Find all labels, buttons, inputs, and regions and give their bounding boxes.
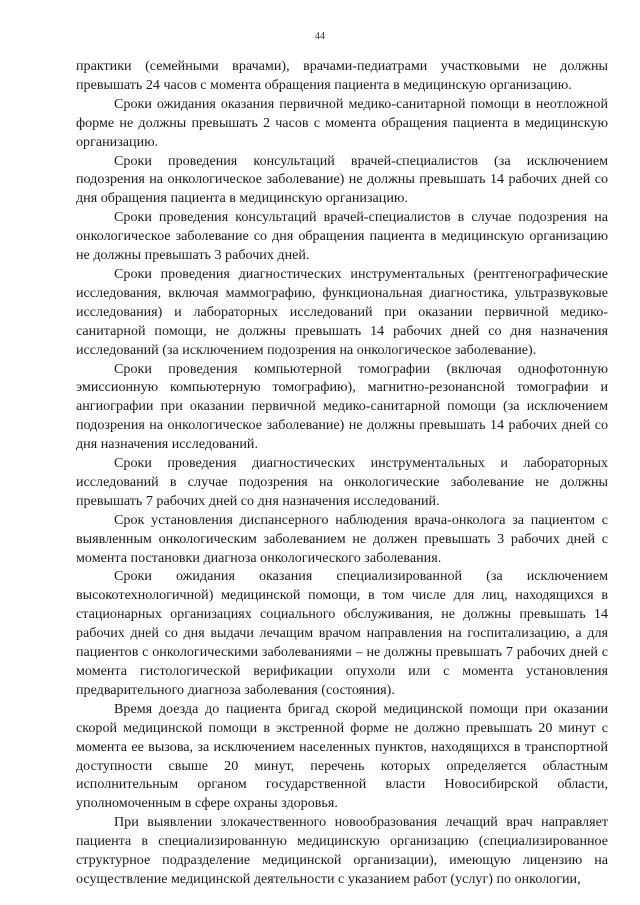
paragraph: практики (семейными врачами), врачами-педиатрами участковыми не должны превышать 24 часов с момента обращения пациента в медицинскую организацию. [76, 58, 608, 93]
paragraph: Сроки ожидания оказания первичной медико-санитарной помощи в неотложной форме не должны превышать 2 часов с момента обращения пациента в медицинскую организацию. [76, 95, 608, 150]
paragraph: Сроки проведения компьютерной томографии (включая однофотонную эмиссионную компьютерную томографию), магнитно-резонансной томографии и ангиографии при оказании первичной медико-санитарной помощи (за исключением подозрения на онкологическое заболевание) не должны превышать 14 рабочих дней со дня назначения исследований. [76, 360, 608, 453]
paragraph: При выявлении злокачественного новообразования лечащий врач направляет пациента в специализированную медицинскую организацию (специализированное структурное подразделение медицинской организации), имеющую лицензию на осуществление медицинской деятельности с указанием работ (услуг) по онкологии, [76, 814, 608, 887]
paragraph: Сроки проведения консультаций врачей-специалистов в случае подозрения на онкологическое заболевание со дня обращения пациента в медицинскую организацию не должны превышать 3 рабочих дней. [76, 209, 608, 264]
paragraph: Сроки проведения диагностических инструментальных и лабораторных исследований в случае подозрения на онкологические заболевание не должны превышать 7 рабочих дней со дня назначения исследований. [76, 455, 608, 509]
page-number: 44 [315, 31, 325, 42]
paragraph: Сроки проведения диагностических инструментальных (рентгенографические исследования, включая маммографию, функциональная диагностика, ультразвуковые исследования) и лабораторных исследований при оказании первичной медико-санитарной помощи, не должны превышать 14 рабочих дней со дня назначения исследований (за исключением подозрения на онкологическое заболевание). [76, 265, 608, 358]
paragraph: Время доезда до пациента бригад скорой медицинской помощи при оказании скорой медицинской помощи в экстренной форме не должно превышать 20 минут с момента ее вызова, за исключением населенных пунктов, находящихся в транспортной доступности свыше 20 минут, перечень которых определяется областным исполнительным органом государственной власти Новосибирской области, уполномоченным в сфере охраны здоровья. [76, 700, 608, 812]
paragraph: Сроки проведения консультаций врачей-специалистов (за исключением подозрения на онкологическое заболевание) не должны превышать 14 рабочих дней со дня обращения пациента в медицинскую организацию. [76, 152, 608, 207]
paragraph: Срок установления диспансерного наблюдения врача-онколога за пациентом с выявленным онкологическим заболеванием не должен превышать 3 рабочих дней с момента постановки диагноза онкологического заболевания. [76, 511, 608, 566]
document-body [76, 57, 608, 889]
paragraph: Сроки ожидания оказания специализированной (за исключением высокотехнологичной) медицинской помощи, в том числе для лиц, находящихся в стационарных организациях социального обслуживания, не должны превышать 14 рабочих дней со дня выдачи лечащим врачом направления на госпитализацию, а для пациентов с онкологическими заболеваниями – не должны превышать 7 рабочих дней с момента гистологической верификации опухоли или с момента установления предварительного диагноза заболевания (состояния). [76, 568, 608, 698]
